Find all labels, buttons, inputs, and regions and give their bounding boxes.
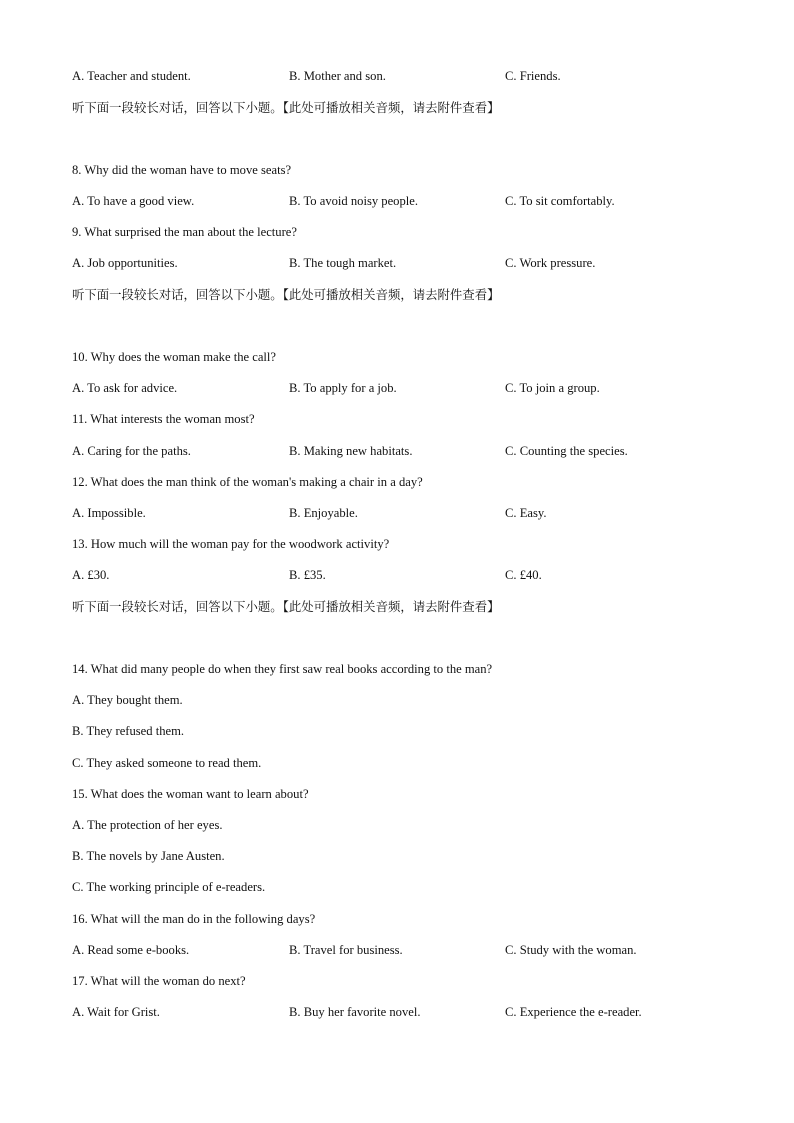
q14-option-b: B. They refused them. [72, 724, 185, 738]
q17-option-c: C. Experience the e-reader. [505, 1005, 642, 1019]
q7-option-b: B. Mother and son. [289, 69, 386, 83]
q7-option-a: A. Teacher and student. [72, 69, 191, 83]
q14-option-c: C. They asked someone to read them. [72, 756, 262, 770]
q12-option-b: B. Enjoyable. [289, 506, 358, 520]
listening-instruction-1: 听下面一段较长对话，回答以下小题。【此处可播放相关音频，请去附件查看】 [72, 100, 500, 115]
q13-option-a: A. £30. [72, 568, 110, 582]
q16-option-a: A. Read some e-books. [72, 943, 190, 957]
question-8: 8. Why did the woman have to move seats? [72, 163, 292, 177]
q9-option-b: B. The tough market. [289, 256, 397, 270]
q14-option-a: A. They bought them. [72, 693, 183, 707]
q7-option-c: C. Friends. [505, 69, 561, 83]
q11-option-b: B. Making new habitats. [289, 444, 413, 458]
q11-option-a: A. Caring for the paths. [72, 444, 191, 458]
q16-option-c: C. Study with the woman. [505, 943, 637, 957]
q15-option-c: C. The working principle of e-readers. [72, 880, 266, 894]
q17-option-a: A. Wait for Grist. [72, 1005, 160, 1019]
question-11: 11. What interests the woman most? [72, 412, 255, 426]
question-17: 17. What will the woman do next? [72, 974, 246, 988]
q15-option-b: B. The novels by Jane Austen. [72, 849, 225, 863]
listening-instruction-2: 听下面一段较长对话，回答以下小题。【此处可播放相关音频，请去附件查看】 [72, 287, 500, 302]
q8-option-b: B. To avoid noisy people. [289, 194, 419, 208]
q8-option-a: A. To have a good view. [72, 194, 195, 208]
q11-option-c: C. Counting the species. [505, 444, 628, 458]
q10-option-b: B. To apply for a job. [289, 381, 397, 395]
q16-option-b: B. Travel for business. [289, 943, 403, 957]
q10-option-c: C. To join a group. [505, 381, 600, 395]
question-16: 16. What will the man do in the following days? [72, 912, 316, 926]
question-10: 10. Why does the woman make the call? [72, 350, 277, 364]
q17-option-b: B. Buy her favorite novel. [289, 1005, 421, 1019]
q15-option-a: A. The protection of her eyes. [72, 818, 223, 832]
q12-option-a: A. Impossible. [72, 506, 146, 520]
q12-option-c: C. Easy. [505, 506, 547, 520]
q10-option-a: A. To ask for advice. [72, 381, 178, 395]
question-14: 14. What did many people do when they first saw real books according to the man? [72, 662, 493, 676]
q13-option-b: B. £35. [289, 568, 326, 582]
q13-option-c: C. £40. [505, 568, 542, 582]
question-13: 13. How much will the woman pay for the woodwork activity? [72, 537, 390, 551]
q9-option-a: A. Job opportunities. [72, 256, 178, 270]
question-15: 15. What does the woman want to learn about? [72, 787, 309, 801]
q9-option-c: C. Work pressure. [505, 256, 596, 270]
question-12: 12. What does the man think of the woman's making a chair in a day? [72, 475, 423, 489]
question-9: 9. What surprised the man about the lecture? [72, 225, 297, 239]
listening-instruction-3: 听下面一段较长对话，回答以下小题。【此处可播放相关音频，请去附件查看】 [72, 599, 500, 614]
q8-option-c: C. To sit comfortably. [505, 194, 615, 208]
